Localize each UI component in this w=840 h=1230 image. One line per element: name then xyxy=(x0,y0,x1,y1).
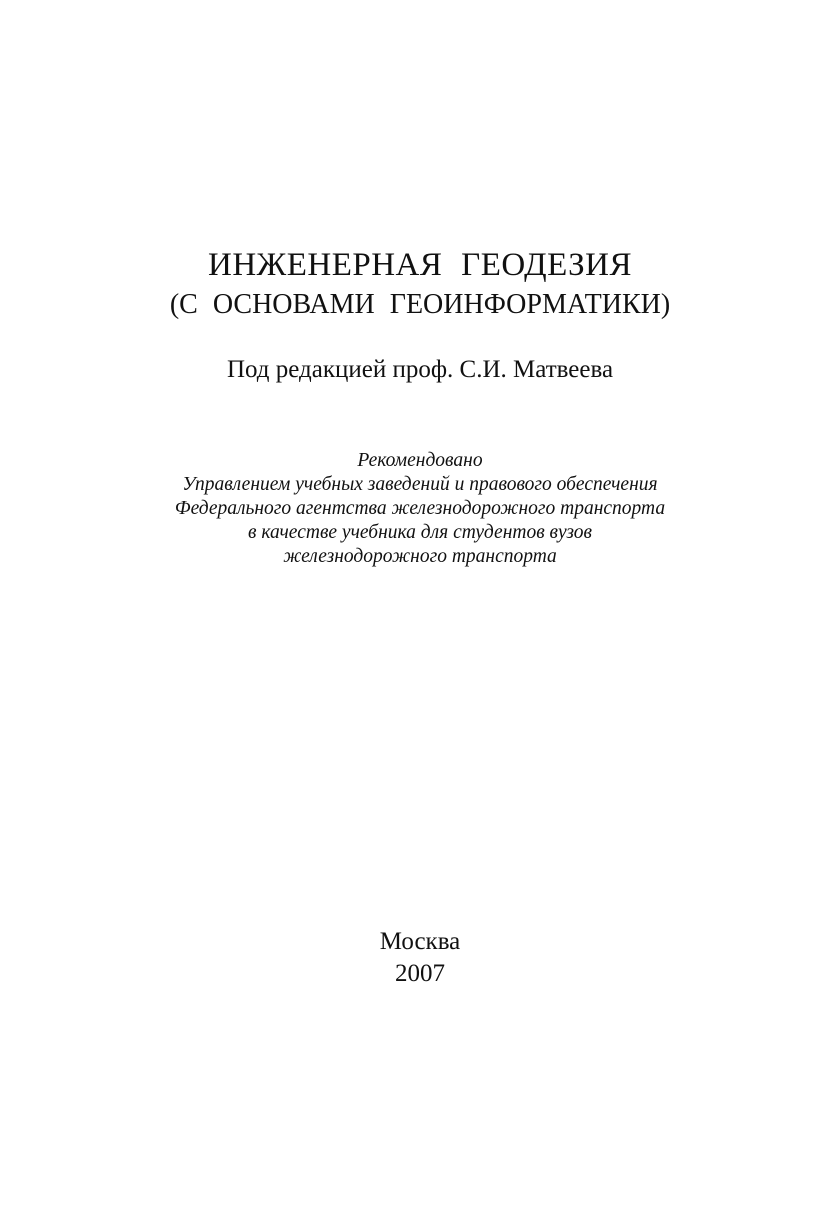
book-title: ИНЖЕНЕРНАЯ ГЕОДЕЗИЯ xyxy=(207,247,633,283)
publication-city: Москва xyxy=(379,928,461,955)
book-subtitle: (С ОСНОВАМИ ГЕОИНФОРМАТИКИ) xyxy=(169,289,671,320)
recommendation-line: Федерального агентства железнодорожного транспорта xyxy=(174,498,666,519)
recommendation-line: железнодорожного транспорта xyxy=(283,546,557,567)
publication-year: 2007 xyxy=(395,960,445,987)
editor-line: Под редакцией проф. С.И. Матвеева xyxy=(226,356,614,383)
recommendation-line: Управлением учебных заведений и правового обеспечения xyxy=(182,474,658,495)
recommendation-line: в качестве учебника для студентов вузов xyxy=(248,522,592,543)
recommendation-block xyxy=(0,449,840,569)
recommendation-heading: Рекомендовано xyxy=(357,450,483,471)
